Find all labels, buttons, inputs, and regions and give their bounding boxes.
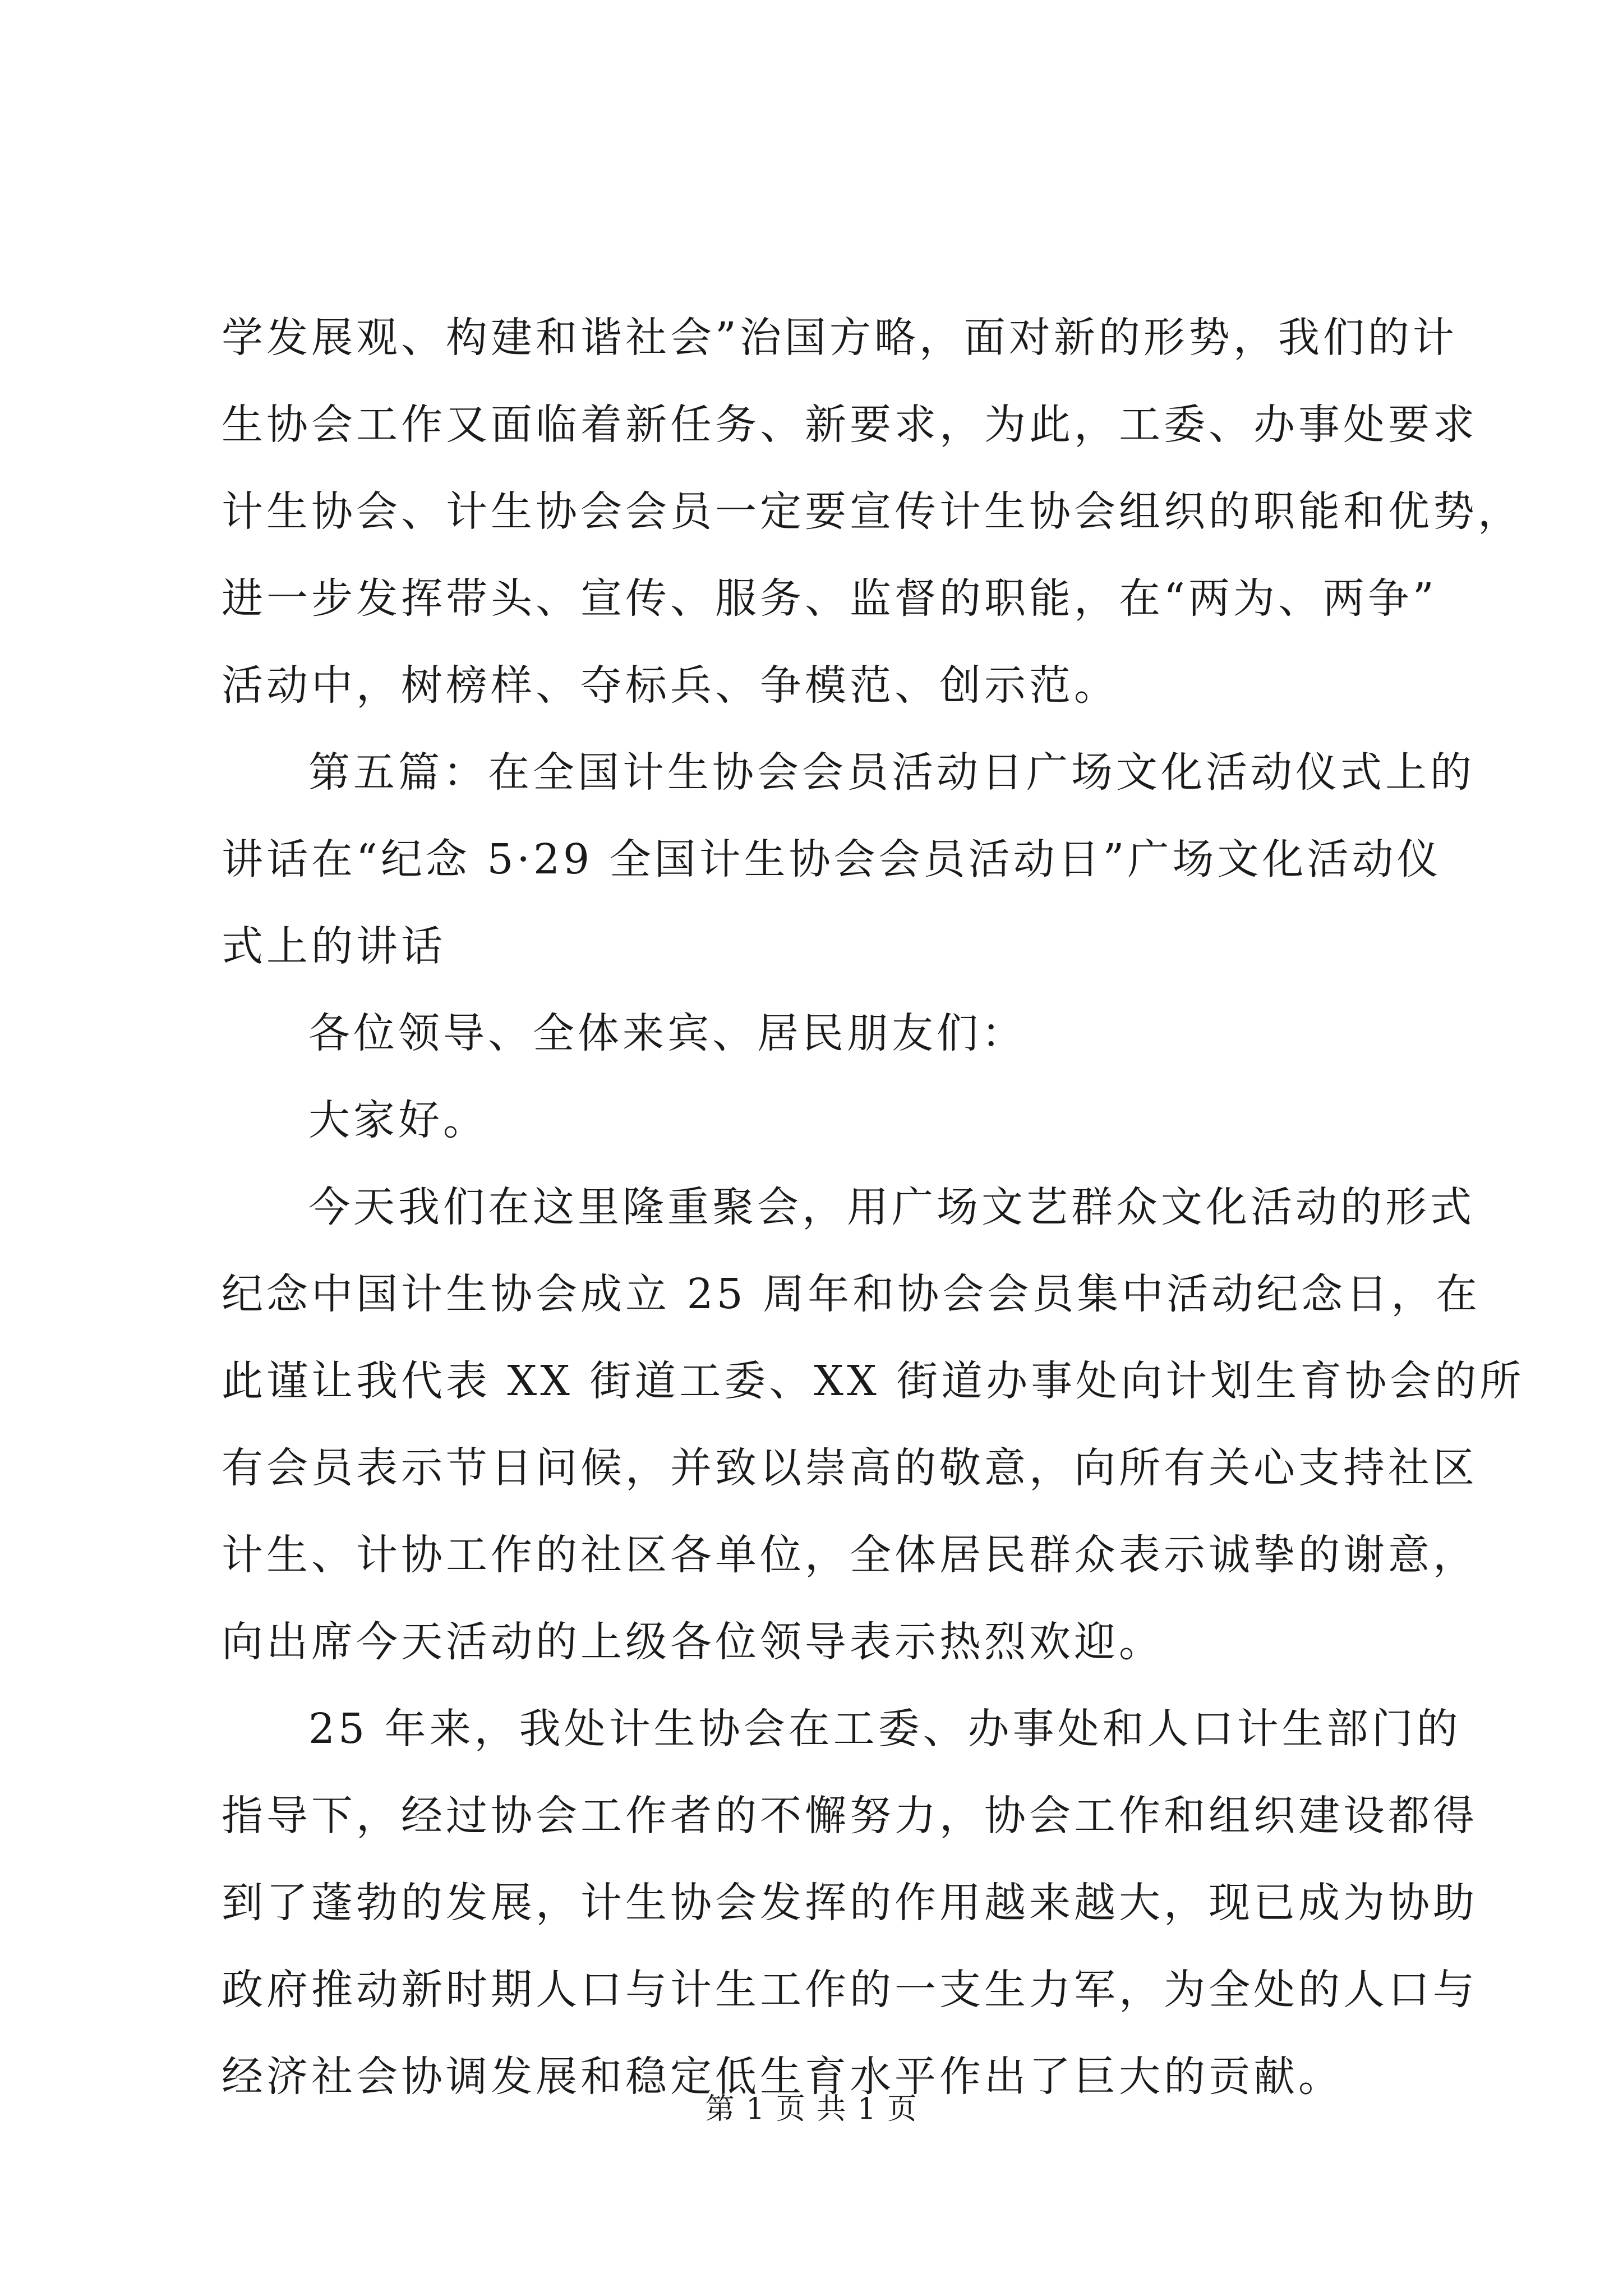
text-line: 到了蓬勃的发展，计生协会发挥的作用越来越大，现已成为协助 [222,1879,1478,1927]
text-line: 今天我们在这里隆重聚会，用广场文艺群众文化活动的形式 [308,1183,1475,1231]
text-line: 进一步发挥带头、宣传、服务、监督的职能，在“两为、两争” [222,574,1437,623]
text-line: 计生、计协工作的社区各单位，全体居民群众表示诚挚的谢意， [222,1531,1478,1579]
text-line: 此谨让我代表 XX 街道工委、XX 街道办事处向计划生育协会的所 [222,1357,1525,1405]
document-body [222,295,1525,2120]
text-line: 活动中，树榜样、夺标兵、争模范、创示范。 [222,661,1119,710]
text-line: 有会员表示节日问候，并致以崇高的敬意，向所有关心支持社区 [222,1444,1478,1492]
text-line: 式上的讲话 [222,922,446,970]
text-line: 生协会工作又面临着新任务、新要求，为此，工委、办事处要求 [222,401,1478,449]
text-line: 25 年来，我处计生协会在工委、办事处和人口计生部门的 [308,1705,1461,1753]
page-number-footer: 第 1 页 共 1 页 [705,2092,918,2126]
text-line: 政府推动新时期人口与计生工作的一支生力军，为全处的人口与 [222,1966,1478,2014]
text-line: 经济社会协调发展和稳定低生育水平作出了巨大的贡献。 [222,2053,1343,2101]
greeting-line: 大家好。 [308,1096,488,1144]
text-line: 向出席今天活动的上级各位领导表示热烈欢迎。 [222,1618,1164,1666]
salutation-line: 各位领导、全体来宾、居民朋友们： [308,1009,1026,1057]
text-line: 纪念中国计生协会成立 25 周年和协会会员集中活动纪念日，在 [222,1270,1481,1318]
text-line: 讲话在“纪念 5·29 全国计生协会会员活动日”广场文化活动仪 [222,835,1442,884]
text-line: 学发展观、构建和谐社会”治国方略，面对新的形势，我们的计 [222,314,1458,362]
text-line: 指导下，经过协会工作者的不懈努力，协会工作和组织建设都得 [222,1792,1478,1840]
text-line: 计生协会、计生协会会员一定要宣传计生协会组织的职能和优势， [222,487,1523,536]
section-heading-line: 第五篇：在全国计生协会会员活动日广场文化活动仪式上的 [308,748,1475,797]
